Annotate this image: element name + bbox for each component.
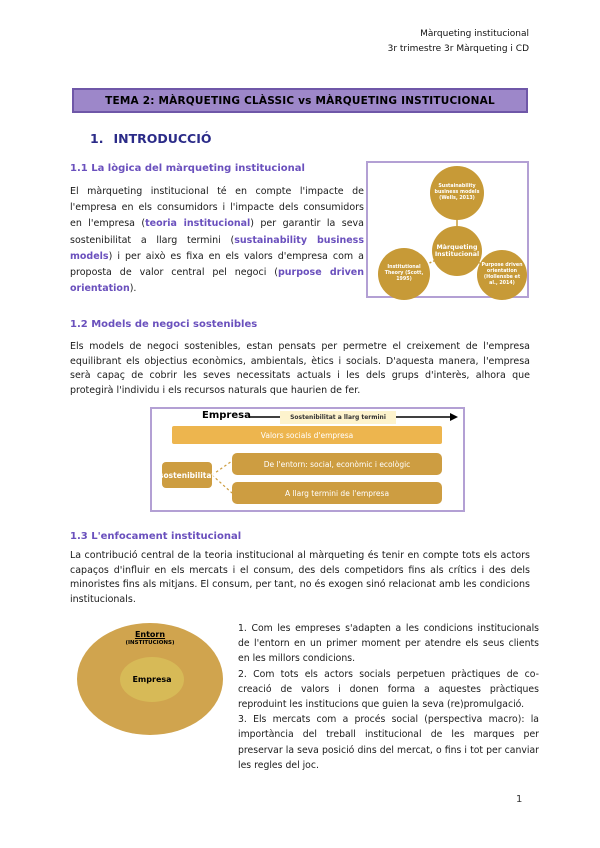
arrow-label-sostenibilitat: Sostenibilitat a llarg termini	[280, 411, 396, 424]
arrowhead-icon	[450, 413, 458, 421]
list-item: 2. Com tots els actors socials perpetuen pràctiques de co-creació de valors i donen forma a aquestes pràctiques reproduint les institucions que guien la seva (re)promulgació.	[238, 668, 539, 711]
paragraph-1-3: La contribució central de la teoria institucional al màrqueting és tenir en compte tots els actors capaços d'influir en els mercats i el consum, des dels competidors fins als crítics i des dels minoristes fins als mitjans. El consum, per tant, no és exogen sinó relacionat amb les condicions institucionals.	[70, 550, 530, 605]
accent-phrase-purpose-driven-orientation: purpose driven orientation	[70, 267, 364, 295]
bar-llarg-termini: A llarg termini de l'empresa	[232, 482, 442, 504]
circle-marqueting-institucional: Màrqueting Institucional	[432, 226, 482, 276]
list-item: 3. Els mercats com a procés social (perspectiva macro): la importància del treball institucional de les marques per preservar la seva posició dins del mercat, o fins i tot per canviar les regles del joc.	[238, 714, 539, 771]
list-item: 1. Com les empreses s'adapten a les condicions institucionals de l'entorn en un primer moment per atendre els seus clients en les millors condicions.	[238, 623, 539, 665]
figure-sostenibilitat-diagram	[150, 407, 465, 512]
text-segment: ).	[129, 283, 137, 295]
ellipse-empresa: Empresa	[120, 657, 184, 702]
accent-phrase-sustainability-business-models: sustainability business models	[70, 234, 364, 262]
title-banner	[72, 88, 528, 113]
subheading-1-2: 1.2 Models de negoci sostenibles	[70, 319, 258, 330]
section-heading-introduccio	[90, 131, 212, 146]
entorn-title: Entorn	[134, 630, 166, 639]
accent-phrase-teoria-institucional: teoria institucional	[145, 218, 251, 230]
circle-sustainability-business-models: Sustainability business models (Wells, 2013)	[430, 166, 484, 220]
document-header	[388, 27, 529, 57]
bar-de-lentorn: De l'entorn: social, econòmic i ecològic	[232, 453, 442, 475]
banner-title: TEMA 2: MÀRQUETING CLÀSSIC vs MÀRQUETING INSTITUCIONAL	[105, 94, 495, 107]
figure-marqueting-institucional-diagram	[366, 161, 529, 298]
subheading-1-1: 1.1 La lògica del màrqueting institucional	[70, 163, 305, 174]
text-segment: ) i per això es fixa en els valors d'empresa com a proposta de valor central pel negoci (	[70, 250, 364, 279]
box-sostenibilitat: sostenibilitat	[162, 462, 212, 488]
label-empresa: Empresa	[202, 410, 251, 421]
label-entorn	[77, 630, 223, 648]
header-line-2: 3r trimestre 3r Màrqueting i CD	[387, 44, 529, 54]
text-segment: ) per garantir la seva sostenibilitat a llarg termini (	[70, 218, 364, 246]
circle-institutional-theory: Institutional Theory (Scott, 1995)	[378, 248, 430, 300]
header-line-1: Màrqueting institucional	[420, 29, 529, 39]
paragraph-1-2: Els models de negoci sostenibles, estan pensats per permetre el creixement de l'empresa equilibrant els objectius econòmics, ambientals, ètics i socials. D'aquesta manera, l'empresa serà capaç de cobrir les seves necessitats actuals i les dels grups d'interès, alhora que protegirà l'individu i els recursos naturals que haurien de fer.	[70, 341, 530, 396]
subheading-1-3: 1.3 L'enfocament institucional	[70, 531, 242, 542]
page-number: 1	[516, 794, 523, 805]
text-segment: El màrqueting institucional té en compte l'impacte de l'empresa en els consumidors i l'impacte dels consumidors en l'empresa (	[70, 186, 364, 230]
circle-purpose-driven-orientation: Purpose driven orientation (Hollensbe et al., 2014)	[477, 250, 527, 300]
bar-valors-socials: Valors socials d'empresa	[172, 426, 442, 444]
numbered-list	[238, 621, 539, 773]
section-number: 1.	[90, 131, 104, 146]
section-label: INTRODUCCIÓ	[113, 131, 212, 146]
paragraph-1-1	[70, 184, 364, 297]
entorn-subtitle: (INSTITUCIONS)	[125, 640, 175, 646]
